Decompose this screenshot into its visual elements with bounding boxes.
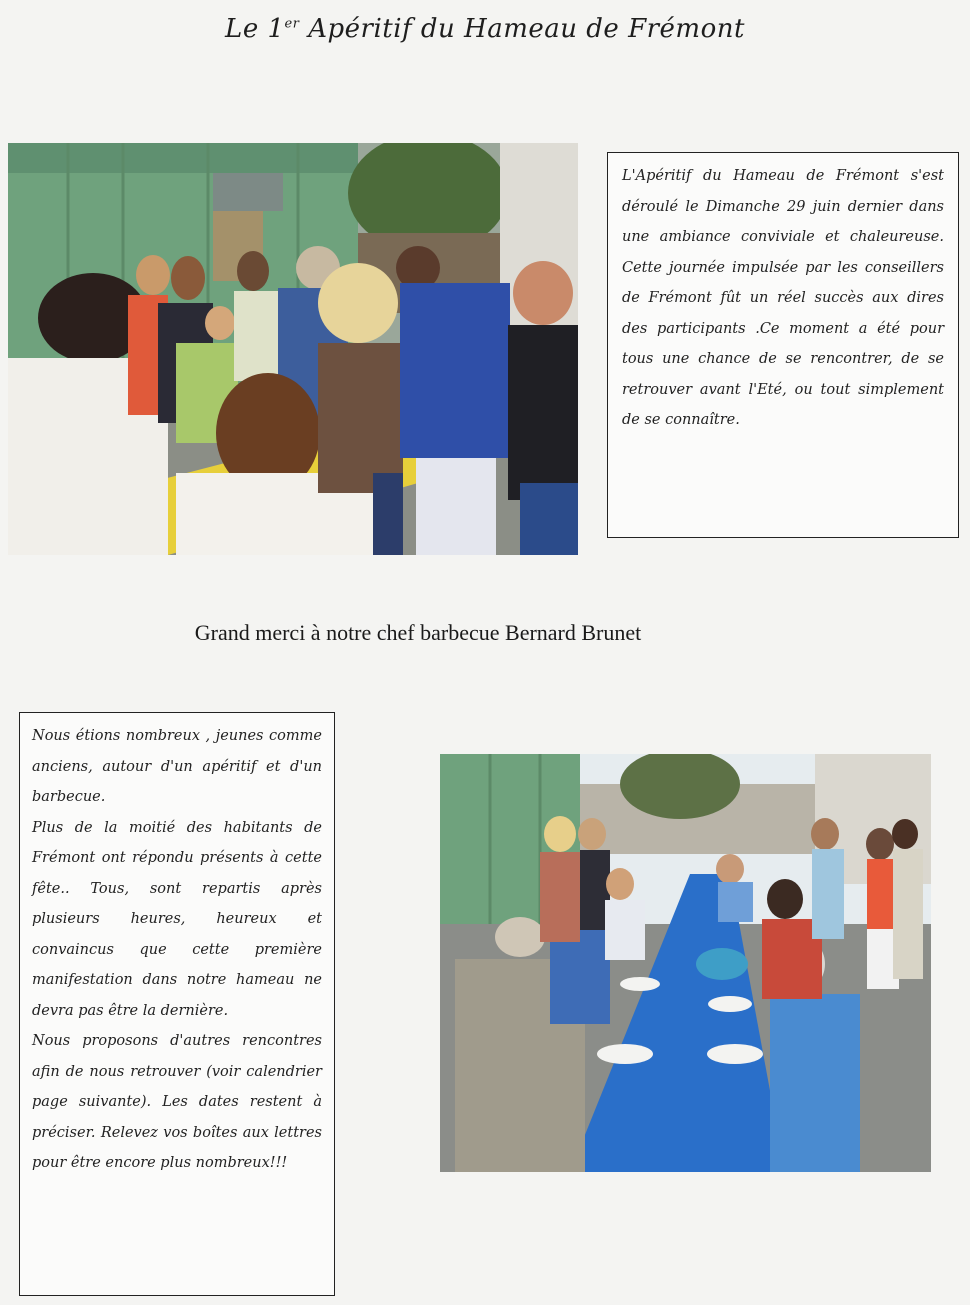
page-title bbox=[0, 14, 970, 44]
story-paragraph-3: Nous proposons d'autres rencontres afin de nous retrouver (voir calendrier page suivante). Les dates restent à préciser. Relevez vos boîtes aux lettres pour être encore plus nombreux!!! bbox=[32, 1033, 322, 1171]
story-paragraph-1: Nous étions nombreux , jeunes comme anciens, autour d'un apéritif et d'un barbecue. bbox=[32, 728, 322, 805]
story-text-box bbox=[19, 712, 335, 1296]
photo-barbecue-table-image bbox=[440, 754, 931, 1172]
photo-aperitif-crowd bbox=[8, 143, 578, 555]
title-after: Apéritif du Hameau de Frémont bbox=[299, 14, 745, 44]
barbecue-thanks-caption: Grand merci à notre chef barbecue Bernard Brunet bbox=[194, 620, 642, 645]
photo-aperitif-crowd-image bbox=[8, 143, 578, 555]
intro-text-box bbox=[607, 152, 959, 538]
intro-paragraph: L'Apéritif du Hameau de Frémont s'est déroulé le Dimanche 29 juin dernier dans une ambiance conviviale et chaleureuse. Cette journée impulsée par les conseillers de Frémont fût un réel succès aux dires des participants .Ce moment a été pour tous une chance de se rencontrer, de se retrouver avant l'Eté, ou tout simplement de se connaître. bbox=[622, 168, 944, 428]
photo-barbecue-table bbox=[440, 754, 931, 1172]
story-paragraph-2: Plus de la moitié des habitants de Frémont ont répondu présents à cette fête.. Tous, sont repartis après plusieurs heures, heureux et convaincus que cette première manifestation dans notre hameau ne devra pas être la dernière. bbox=[32, 819, 322, 1019]
title-superscript: er bbox=[284, 16, 300, 32]
title-before: Le 1 bbox=[225, 14, 285, 44]
